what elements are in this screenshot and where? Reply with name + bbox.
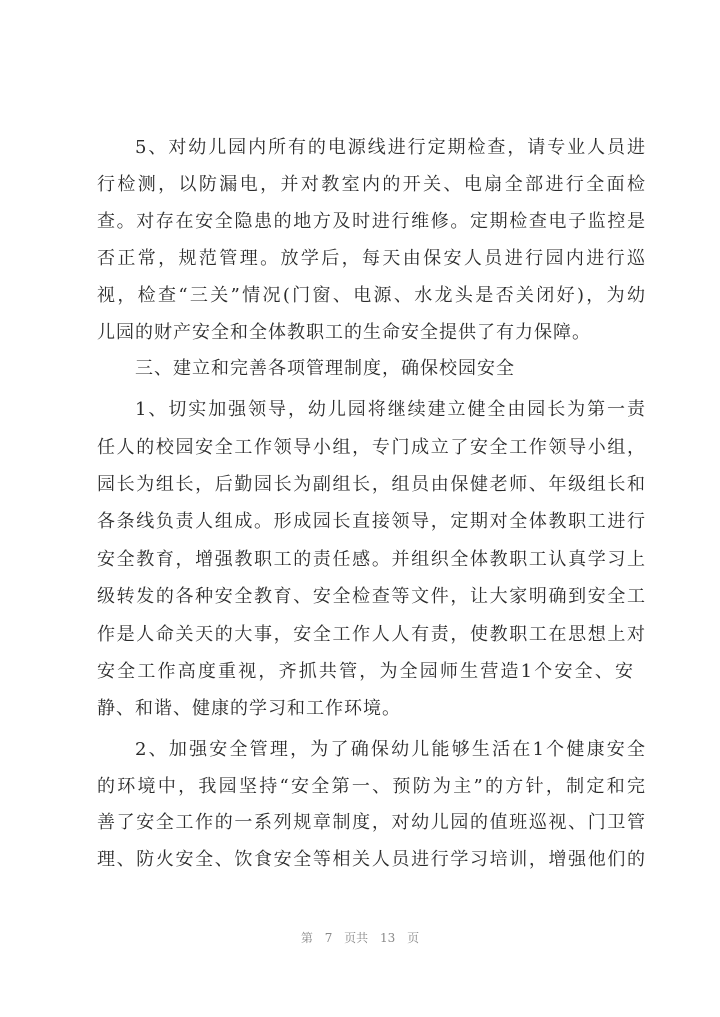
- text-line: 各条线负责人组成。形成园长直接领导，定期对全体教职工进行: [97, 511, 645, 532]
- text-line: 查。对存在安全隐患的地方及时进行维修。定期检查电子监控是: [97, 211, 645, 232]
- text-line: 视，检查“三关”情况(门窗、电源、水龙头是否关闭好)，为幼: [97, 285, 645, 306]
- text-line: 安全工作高度重视，齐抓共管，为全园师生营造1个安全、安: [97, 661, 633, 682]
- text-line: 5、对幼儿园内所有的电源线进行定期检查，请专业人员进: [135, 137, 645, 158]
- text-line: 作是人命关天的大事，安全工作人人有责，使教职工在思想上对: [97, 624, 645, 645]
- text-line: 任人的校园安全工作领导小组，专门成立了安全工作领导小组，: [97, 437, 645, 458]
- text-line: 行检测，以防漏电，并对教室内的开关、电扇全部进行全面检: [97, 174, 645, 195]
- text-line: 否正常，规范管理。放学后，每天由保安人员进行园内进行巡: [97, 248, 645, 269]
- text-line: 1、切实加强领导，幼儿园将继续建立健全由园长为第一责: [135, 399, 645, 420]
- text-line: 理、防火安全、饮食安全等相关人员进行学习培训，增强他们的: [97, 849, 645, 870]
- text-line: 儿园的财产安全和全体教职工的生命安全提供了有力保障。: [97, 322, 591, 343]
- text-line: 安全教育，增强教职工的责任感。并组织全体教职工认真学习上: [97, 549, 645, 570]
- section-heading: 三、建立和完善各项管理制度，确保校园安全: [135, 358, 515, 379]
- text-line: 静、和谐、健康的学习和工作环境。: [97, 698, 401, 719]
- text-line: 级转发的各种安全教育、安全检查等文件，让大家明确到安全工: [97, 586, 645, 607]
- text-line: 园长为组长，后勤园长为副组长，组员由保健老师、年级组长和: [97, 474, 645, 495]
- text-line: 善了安全工作的一系列规章制度，对幼儿园的值班巡视、门卫管: [97, 812, 645, 833]
- text-line: 2、加强安全管理，为了确保幼儿能够生活在1个健康安全: [135, 739, 645, 760]
- page-number-footer: 第 7 页共 13 页: [300, 931, 420, 945]
- text-line: 的环境中，我园坚持“安全第一、预防为主”的方针，制定和完: [97, 776, 645, 797]
